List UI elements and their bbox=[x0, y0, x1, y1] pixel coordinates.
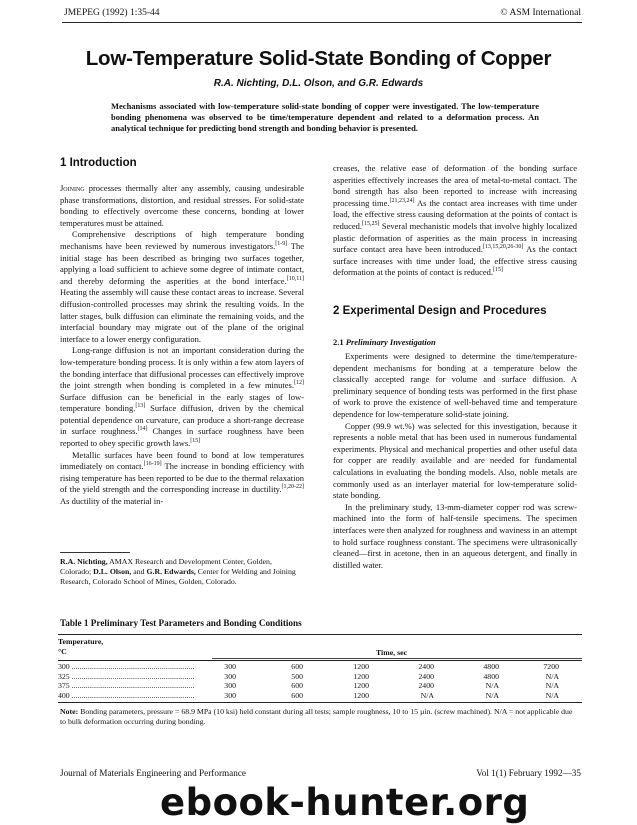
citation: [14] bbox=[137, 426, 148, 433]
time-cell: 600 bbox=[291, 690, 303, 700]
header-rule bbox=[62, 22, 582, 23]
citation: [15,25] bbox=[362, 221, 380, 228]
citation: [12] bbox=[294, 380, 304, 387]
table-row bbox=[58, 662, 559, 672]
citation: [1,20-22] bbox=[281, 484, 304, 491]
methods-paragraph-3: In the preliminary study, 13-mm-diameter copper rod was screw-machined into the form of half-tensile specimens. The specimen interfaces were then analyzed for roughness and waviness in an attempt to hold surface roughness constant. The specimens were ultrasonically cleaned—first in acetone, then in an aqueous detergent, and finally in distilled water. bbox=[333, 501, 577, 570]
temperature-cell: 300 ............................................................... bbox=[58, 662, 195, 671]
section-2-heading: 2 Experimental Design and Procedures bbox=[333, 305, 547, 317]
time-cell: 2400 bbox=[418, 681, 434, 691]
running-header-citation: JMEPEG (1992) 1:35-44 bbox=[64, 8, 160, 18]
time-cell: N/A bbox=[420, 690, 434, 700]
time-cell: N/A bbox=[485, 690, 499, 700]
section-1-heading: 1 Introduction bbox=[60, 157, 137, 169]
table-row bbox=[58, 681, 559, 691]
time-cell: 500 bbox=[291, 671, 303, 681]
temperature-cell: 375 ............................................................... bbox=[58, 681, 195, 691]
table-note: Note: Bonding parameters, pressure = 68.9 MPa (10 ksi) held constant during all tests; sample roughness, 10 to 15 µin. (screw machined). N/A = not applicable due to bulk deformation occurring during bonding. bbox=[60, 707, 573, 726]
time-cell: 1200 bbox=[353, 662, 369, 671]
subsection-2-1-heading: 2.1 Preliminary Investigation bbox=[333, 337, 436, 347]
time-cell: N/A bbox=[485, 681, 499, 691]
citation: [10,11] bbox=[286, 275, 304, 282]
watermark-logo: ebook-hunter.org bbox=[160, 781, 530, 824]
right-column-continuation bbox=[333, 163, 577, 279]
time-cell: 300 bbox=[224, 681, 236, 691]
time-cell: 4800 bbox=[483, 662, 499, 671]
time-cell: N/A bbox=[545, 681, 559, 691]
citation: [15] bbox=[190, 438, 201, 445]
methods-paragraph-2: Copper (99.9 wt.%) was selected for this investigation, because it represents a noble metal that has been used in numerous fundamental experiments. Physical and mechanical properties and other useful data for copper are readily available and are needed for fundamental calculations in evaluating the bonding models. Also, noble metals are commonly used as an interlayer material for low-temperature solid-state bonding. bbox=[333, 420, 577, 501]
time-cell: 300 bbox=[224, 690, 236, 700]
citation: [21,23,24] bbox=[389, 197, 415, 204]
table-caption: Table 1 Preliminary Test Parameters and Bonding Conditions bbox=[60, 618, 302, 628]
section-2-body bbox=[333, 351, 577, 571]
citation: [13,15,20,26-30] bbox=[482, 244, 524, 251]
table-rule-mid bbox=[58, 660, 582, 661]
time-cell: N/A bbox=[545, 671, 559, 681]
left-column bbox=[60, 183, 304, 508]
intro-paragraph-4: Metallic surfaces have been found to bond at low temperatures immediately on contact.[16-19] The increase in bonding efficiency with rising temperature has been reported to be due to the thermal relaxation of the yield strength and the corresponding increase in ductility.[1,20-22] As ductility of the material in- bbox=[60, 449, 305, 507]
time-cell: 4800 bbox=[483, 671, 499, 681]
citation: [13] bbox=[135, 403, 146, 410]
temperature-column-header: Temperature, °C bbox=[58, 637, 104, 656]
drop-word: Joining bbox=[60, 183, 85, 193]
table-row bbox=[58, 672, 559, 682]
citation: [15] bbox=[493, 267, 504, 274]
table-rule-bottom bbox=[58, 702, 582, 703]
citation: [16-19] bbox=[143, 461, 162, 468]
table-row bbox=[58, 691, 559, 701]
author-affiliations: R.A. Nichting, AMAX Research and Development Center, Golden, Colorado; D.L. Olson, and G.R. Edwards, Center for Welding and Joining Research, Colorado School of Mines, Golden, Colorado. bbox=[60, 557, 296, 586]
intro-continued-paragraph: creases, the relative ease of deformation of the bonding surface asperities effectively increases the area of metal-to-metal contact. The bond strength has also been reported to increase with increasing processing time.[21,23,24] As the contact area increases with time under load, the effective stress causing deformation at the points of contact is reduced.[15,25] Several mechanistic models that involve highly localized plastic deformation of asperities as the main process in increasing surface contact area have been introduced.[13,15,20,26-30] As the contact surface increases with time under load, the effective stress causing deformation at the points of contact is reduced.[15] bbox=[333, 163, 577, 278]
table-rule-top bbox=[58, 634, 582, 635]
time-cell: 2400 bbox=[418, 662, 434, 671]
intro-paragraph-2: Comprehensive descriptions of high temperature bonding mechanisms have been reviewed by numerous investigators.[1-9] The initial stage has been described as bringing two surfaces together, applying a load sufficient to achieve some degree of intimate contact, and thereby deforming the asperities at the bond interface.[10,11] Heating the assembly will cause these contact areas to increase. Several diffusion-controlled processes may shrink the resulting voids. In the latter stages, bulk diffusion can eliminate the remaining voids, and the interfacial boundary may migrate out of the plane of the original interface to a lower energy configuration. bbox=[60, 229, 305, 344]
footer-issue-page: Vol 1(1) February 1992—35 bbox=[476, 768, 581, 778]
running-header-publisher: © ASM International bbox=[500, 8, 581, 18]
parameters-table bbox=[58, 662, 559, 700]
time-cell: N/A bbox=[545, 690, 559, 700]
time-cell: 2400 bbox=[418, 671, 434, 681]
footer-journal-name: Journal of Materials Engineering and Performance bbox=[60, 768, 246, 778]
abstract: Mechanisms associated with low-temperature solid-state bonding of copper were investigated. The low-temperature bonding phenomena was observed to be time/temperature dependent and related to a deformation process. An analytical technique for predicting bond strength and bonding behavior is presented. bbox=[111, 101, 539, 133]
temperature-cell: 400 ............................................................... bbox=[58, 690, 195, 700]
paper-authors: R.A. Nichting, D.L. Olson, and G.R. Edwards bbox=[213, 78, 424, 89]
time-cell: 600 bbox=[291, 681, 303, 691]
time-cell: 1200 bbox=[353, 671, 369, 681]
methods-paragraph-1: Experiments were designed to determine the time/temperature-dependent mechanisms for bonding at a temperature below the classically accepted range for volume and surface diffusion. A preliminary sequence of bonding tests was performed in the first phase of work to prove the existence of well-behaved time and temperature dependence for low-temperature solid-state joining. bbox=[333, 351, 577, 419]
time-cell: 600 bbox=[291, 662, 303, 671]
citation: [1-9] bbox=[275, 241, 288, 248]
intro-paragraph-3: Long-range diffusion is not an important consideration during the low-temperature bonding process. It is only within a few atom layers of the bonding interface that diffusional processes can effectively improve the joint strength when bonding is completed in a few minutes.[12] Surface diffusion can be beneficial in the early stages of low-temperature bonding.[13] Surface diffusion, driven by the chemical potential dependence on curvature, can produce a short-range decrease in surface roughness.[14] Changes in surface roughness have been reported to obey specific growth laws.[15] bbox=[60, 345, 304, 449]
time-header-rule bbox=[212, 658, 582, 659]
time-cell: 300 bbox=[224, 662, 236, 671]
time-cell: 7200 bbox=[543, 662, 559, 671]
time-cell: 300 bbox=[224, 671, 236, 681]
temperature-cell: 325 ............................................................... bbox=[58, 671, 195, 681]
footnote-rule bbox=[60, 552, 130, 553]
paper-title: Low-Temperature Solid-State Bonding of Copper bbox=[85, 47, 552, 70]
time-column-header: Time, sec bbox=[376, 648, 408, 657]
time-cell: 1200 bbox=[353, 681, 369, 691]
intro-paragraph-1: Joining processes thermally alter any assembly, causing undesirable phase transformations, distortion, and residual stresses. For solid-state bonding to effectively overcome these concerns, bonding at lower temperatures must be attained. bbox=[60, 183, 304, 228]
time-cell: 1200 bbox=[353, 690, 369, 700]
